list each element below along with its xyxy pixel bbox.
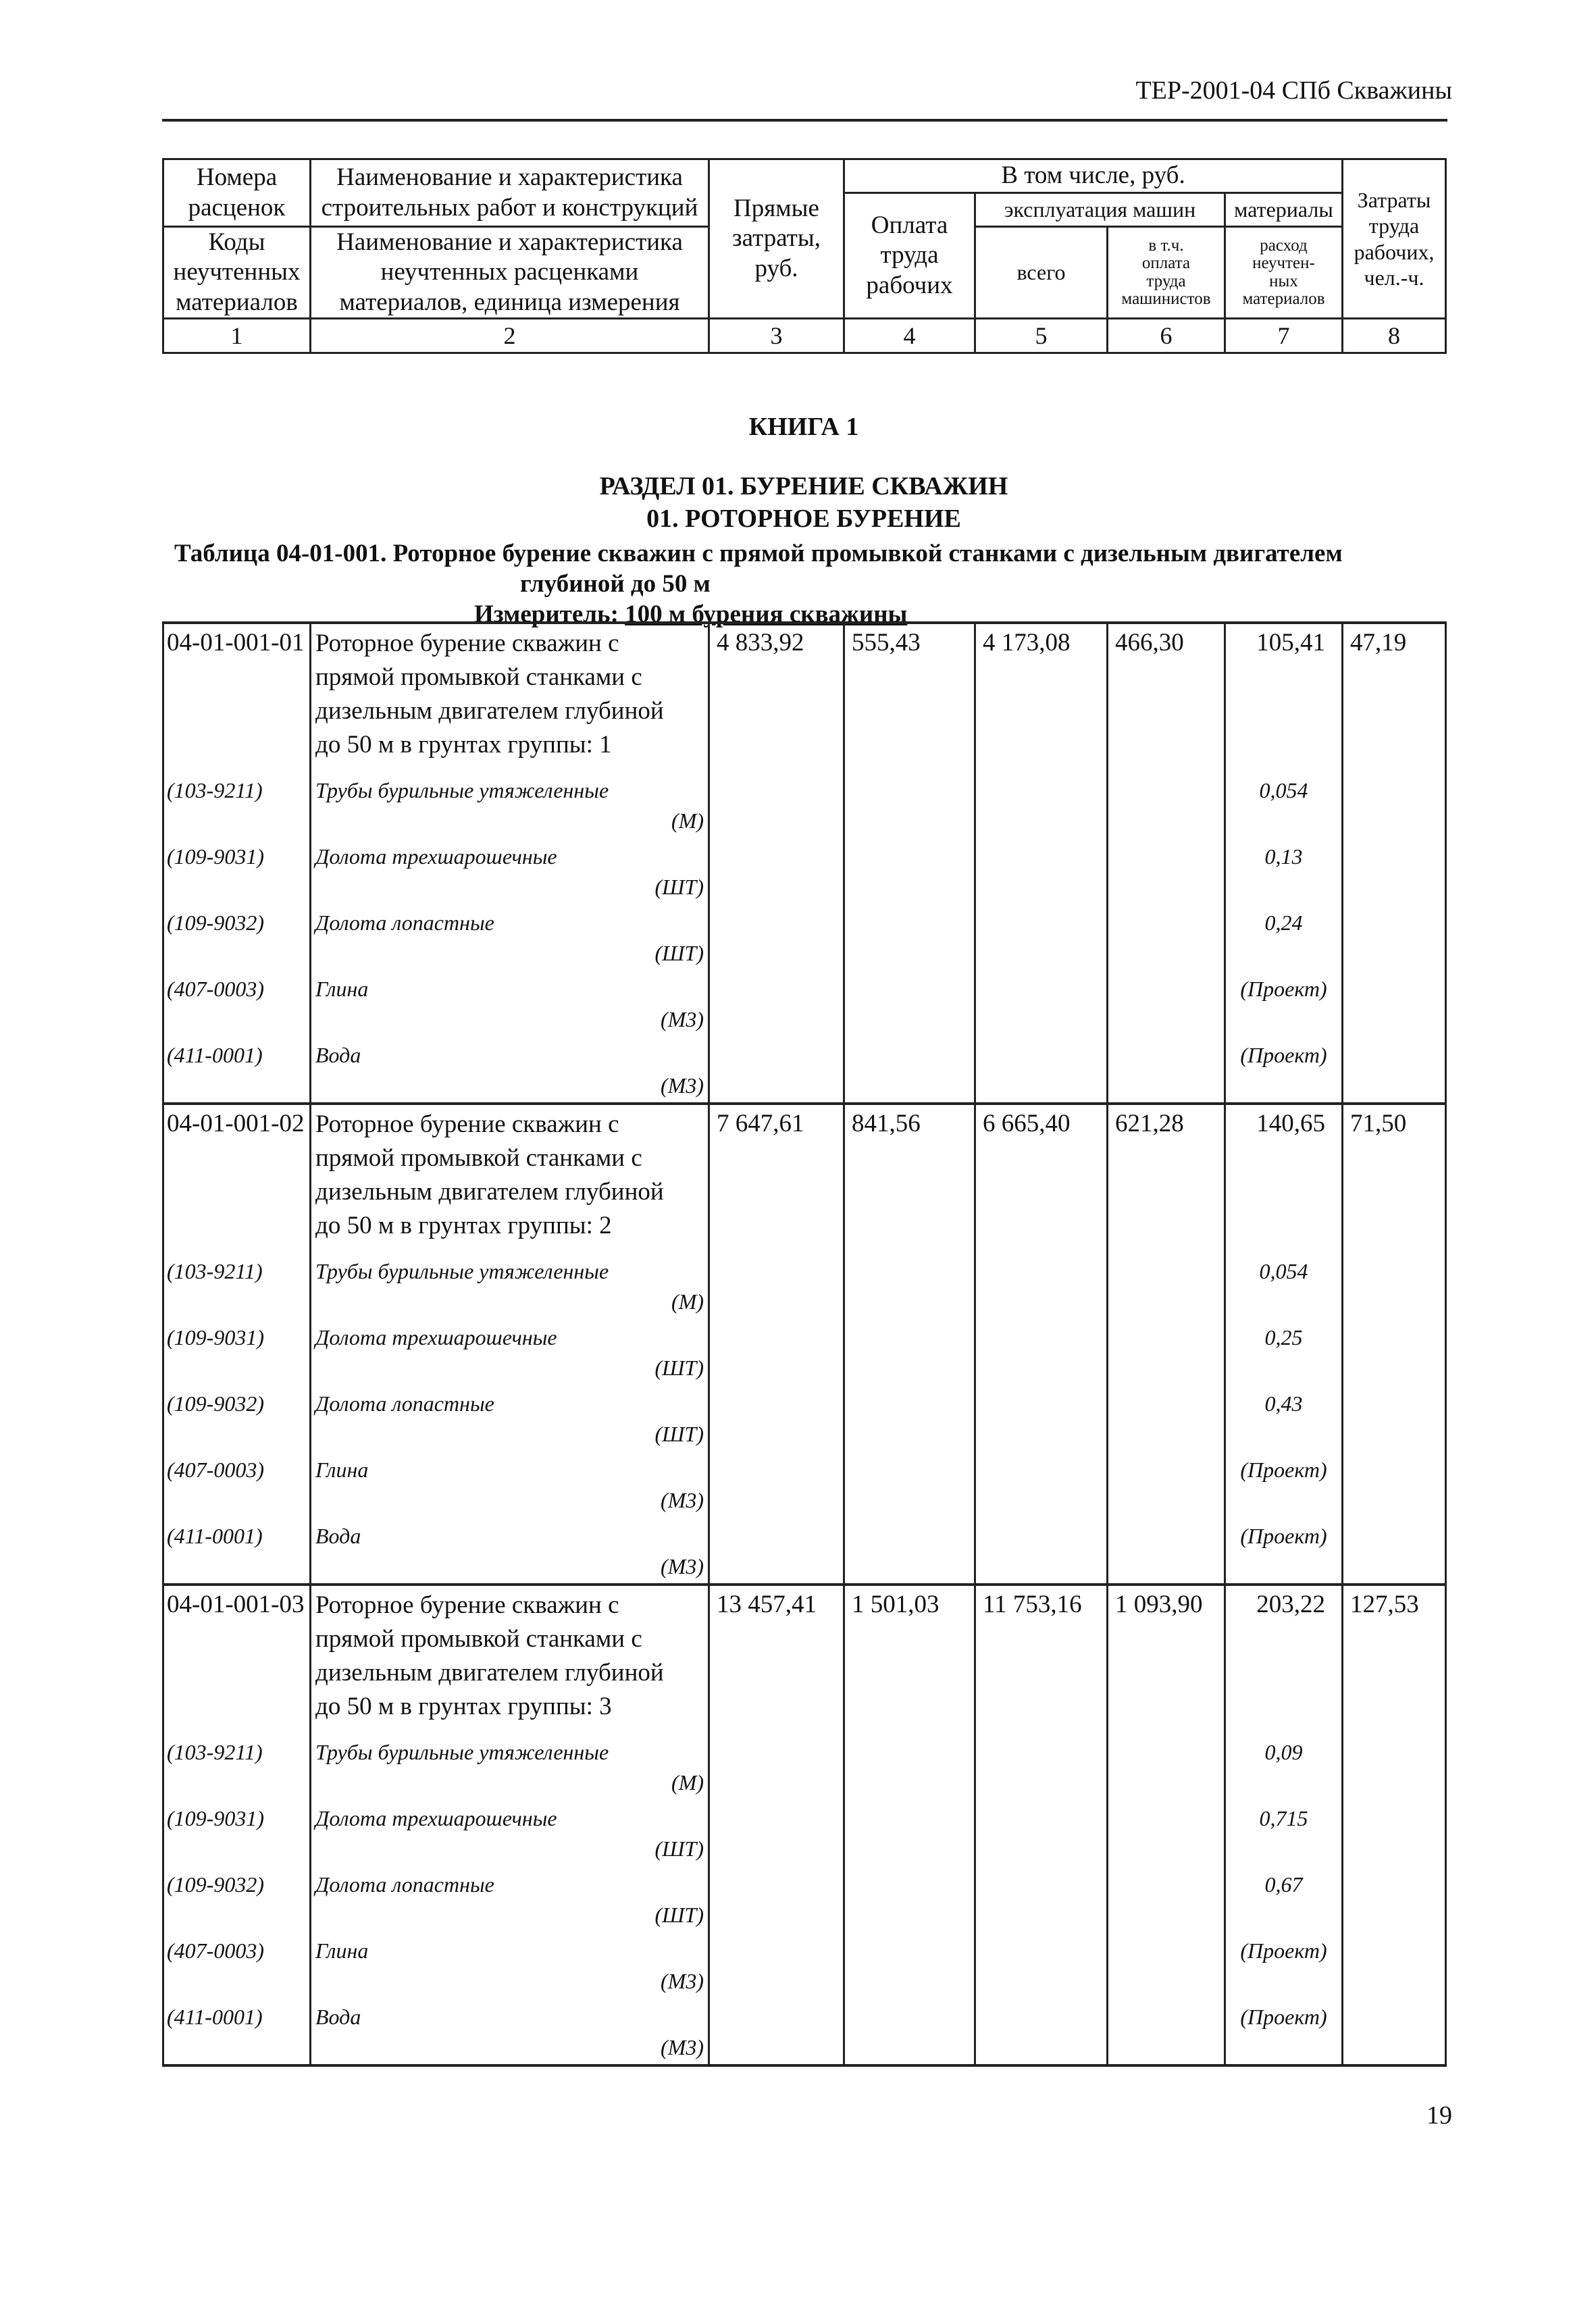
column-header-table [162,158,1447,354]
empty-cell [1108,1933,1225,1999]
material-row [163,1518,1446,1585]
material-unit: (М3) [661,2035,704,2059]
material-name-text: Трубы бурильные утяжеленные [315,1259,609,1283]
rate-mach-labor: 466,30 [1108,623,1225,773]
material-qty: (Проект) [1225,1037,1343,1104]
material-code: (411-0001) [163,1518,311,1585]
material-qty: 0,25 [1225,1320,1343,1386]
empty-cell [709,1452,844,1518]
material-name [311,773,709,839]
section-title: РАЗДЕЛ 01. БУРЕНИЕ СКВАЖИН [599,472,1008,500]
material-name-text: Вода [315,2005,361,2029]
material-name [311,971,709,1037]
rate-hours: 127,53 [1343,1585,1446,1734]
empty-cell [1343,1037,1446,1104]
empty-cell [975,1452,1108,1518]
empty-cell [1108,839,1225,905]
empty-cell [1343,1254,1446,1320]
empty-cell [709,1386,844,1452]
rate-name-line: до 50 м в грунтах группы: 1 [315,731,612,759]
rate-mach-labor: 1 093,90 [1108,1585,1225,1734]
material-qty: (Проект) [1225,971,1343,1037]
material-row [163,1867,1446,1933]
material-code: (109-9031) [163,1801,311,1867]
empty-cell [975,1320,1108,1386]
rates-table [162,621,1447,2067]
material-qty: 0,715 [1225,1801,1343,1867]
table-title-cont: глубиной до 50 м [520,570,711,598]
empty-cell [1343,1734,1446,1801]
rate-code: 04-01-001-03 [163,1585,311,1734]
material-name [311,1518,709,1585]
material-qty: 0,054 [1225,773,1343,839]
empty-cell [1108,905,1225,971]
material-code: (109-9032) [163,1386,311,1452]
material-unit: (ШТ) [654,1903,704,1927]
empty-cell [844,1320,975,1386]
rate-name-line: прямой промывкой станками с [315,1625,642,1653]
rate-name-line: Роторное бурение скважин с [315,1591,619,1619]
col1-bottom-header: Коды неучтенных материалов [163,227,311,319]
rate-name [311,623,709,773]
empty-cell [975,1518,1108,1585]
rate-mach-total: 4 173,08 [975,623,1108,773]
material-row [163,1801,1446,1867]
material-unit: (ШТ) [654,1836,704,1861]
material-unit: (М) [671,1770,704,1795]
empty-cell [844,1254,975,1320]
material-code: (411-0001) [163,1999,311,2065]
empty-cell [1343,1999,1446,2065]
rate-materials: 203,22 [1225,1585,1343,1734]
material-name-text: Долота трехшарошечные [315,1806,557,1830]
material-unit: (ШТ) [654,875,704,899]
empty-cell [1343,1386,1446,1452]
empty-cell [709,1254,844,1320]
col2-top-header: Наименование и характеристика строительных работ и конструкций [311,159,709,227]
empty-cell [844,1518,975,1585]
material-row [163,1734,1446,1801]
rate-row [163,1585,1446,1734]
material-code: (407-0003) [163,1452,311,1518]
empty-cell [975,1037,1108,1104]
empty-cell [1108,1734,1225,1801]
empty-cell [1108,971,1225,1037]
empty-cell [1343,905,1446,971]
rate-name-line: до 50 м в грунтах группы: 2 [315,1212,612,1239]
rate-code: 04-01-001-02 [163,1104,311,1254]
col8-header: Затраты труда рабочих, чел.-ч. [1343,159,1446,319]
empty-cell [975,1386,1108,1452]
subsection-title: 01. РОТОРНОЕ БУРЕНИЕ [646,505,961,533]
material-name [311,839,709,905]
material-qty: 0,13 [1225,839,1343,905]
empty-cell [1108,1518,1225,1585]
rate-row [163,623,1446,773]
material-row [163,839,1446,905]
material-qty: (Проект) [1225,1933,1343,1999]
empty-cell [975,1933,1108,1999]
empty-cell [709,1518,844,1585]
material-unit: (ШТ) [654,1356,704,1380]
material-row [163,1999,1446,2065]
material-unit: (ШТ) [654,941,704,965]
empty-cell [1343,1320,1446,1386]
empty-cell [1108,1320,1225,1386]
empty-cell [975,1999,1108,2065]
material-qty: (Проект) [1225,1452,1343,1518]
section-titles [162,405,1445,629]
empty-cell [1343,773,1446,839]
page-number: 19 [1426,2101,1452,2130]
empty-cell [1343,839,1446,905]
material-name [311,1320,709,1386]
rate-name-line: прямой промывкой станками с [315,663,642,691]
material-code: (103-9211) [163,1734,311,1801]
material-name [311,1386,709,1452]
material-unit: (М3) [661,1007,704,1031]
empty-cell [844,1933,975,1999]
col3-header: Прямые затраты, руб. [709,159,844,319]
empty-cell [709,1867,844,1933]
empty-cell [709,773,844,839]
empty-cell [975,1734,1108,1801]
rate-mach-total: 6 665,40 [975,1104,1108,1254]
empty-cell [844,971,975,1037]
rate-name [311,1585,709,1734]
rate-hours: 47,19 [1343,623,1446,773]
material-row [163,1037,1446,1104]
material-code: (407-0003) [163,971,311,1037]
material-code: (109-9031) [163,839,311,905]
material-name [311,1933,709,1999]
measure-value: 100 м бурения скважины [625,600,908,628]
material-qty: 0,43 [1225,1386,1343,1452]
empty-cell [1108,1801,1225,1867]
empty-cell [975,839,1108,905]
rate-direct: 7 647,61 [709,1104,844,1254]
col2-bottom-header: Наименование и характеристика неучтенных расценками материалов, единица измерения [311,227,709,319]
rate-direct: 4 833,92 [709,623,844,773]
empty-cell [1108,1867,1225,1933]
empty-cell [1108,1386,1225,1452]
col5-header: всего [975,227,1108,319]
rate-code: 04-01-001-01 [163,623,311,773]
column-number-row: 1 2 3 4 5 6 7 8 [163,319,1446,353]
materials-group-header: материалы [1225,193,1343,227]
header-rule [162,119,1447,122]
material-qty: 0,09 [1225,1734,1343,1801]
empty-cell [844,1999,975,2065]
material-row [163,971,1446,1037]
empty-cell [1108,1037,1225,1104]
material-code: (109-9032) [163,1867,311,1933]
col1-top-header: Номера расценок [163,159,311,227]
material-name-text: Глина [315,1938,369,1963]
empty-cell [1343,1867,1446,1933]
empty-cell [709,971,844,1037]
material-qty: 0,054 [1225,1254,1343,1320]
material-unit: (М) [671,1289,704,1314]
material-name-text: Трубы бурильные утяжеленные [315,778,609,802]
material-name [311,1254,709,1320]
material-code: (411-0001) [163,1037,311,1104]
empty-cell [844,905,975,971]
empty-cell [709,1999,844,2065]
material-code: (407-0003) [163,1933,311,1999]
table-title: Таблица 04-01-001. Роторное бурение скважин с прямой промывкой станками с дизельным двигателем [174,540,1343,567]
empty-cell [975,773,1108,839]
empty-cell [975,1867,1108,1933]
material-name-text: Глина [315,1458,369,1482]
material-unit: (М3) [661,1554,704,1578]
empty-cell [844,1734,975,1801]
empty-cell [709,1320,844,1386]
material-name [311,1801,709,1867]
rate-hours: 71,50 [1343,1104,1446,1254]
empty-cell [709,1801,844,1867]
material-qty: 0,24 [1225,905,1343,971]
material-name [311,1037,709,1104]
material-name-text: Долота лопастные [315,910,494,935]
material-name [311,1867,709,1933]
material-name [311,1734,709,1801]
material-name [311,1452,709,1518]
material-row [163,1452,1446,1518]
material-qty: (Проект) [1225,1999,1343,2065]
rate-name-line: дизельным двигателем глубиной [315,1659,664,1687]
rate-row [163,1104,1446,1254]
rate-name-line: дизельным двигателем глубиной [315,1178,664,1206]
material-code: (103-9211) [163,1254,311,1320]
material-name [311,1999,709,2065]
empty-cell [1343,1518,1446,1585]
rate-materials: 105,41 [1225,623,1343,773]
empty-cell [844,1386,975,1452]
material-code: (109-9031) [163,1320,311,1386]
in-total-group-header: В том числе, руб. [844,159,1343,193]
material-qty: 0,67 [1225,1867,1343,1933]
rate-materials: 140,65 [1225,1104,1343,1254]
running-header: ТЕР-2001-04 СПб Скважины [1135,76,1452,105]
material-row [163,1386,1446,1452]
material-row [163,1254,1446,1320]
material-name-text: Вода [315,1524,361,1548]
empty-cell [1108,1452,1225,1518]
material-unit: (М3) [661,1969,704,1993]
rate-name-line: до 50 м в грунтах группы: 3 [315,1693,612,1720]
rate-labor: 555,43 [844,623,975,773]
material-name-text: Глина [315,977,369,1001]
rate-name [311,1104,709,1254]
material-name [311,905,709,971]
machines-group-header: эксплуатация машин [975,193,1225,227]
material-name-text: Долота трехшарошечные [315,1325,557,1349]
empty-cell [975,1801,1108,1867]
rate-labor: 1 501,03 [844,1585,975,1734]
rate-mach-labor: 621,28 [1108,1104,1225,1254]
empty-cell [975,971,1108,1037]
material-name-text: Долота лопастные [315,1391,494,1416]
material-row [163,1320,1446,1386]
rate-name-line: Роторное бурение скважин с [315,1110,619,1138]
col7-header: расход неучтен- ных материалов [1225,227,1343,319]
measure-line: Измеритель: 100 м бурения скважины [474,600,908,628]
material-row [163,773,1446,839]
material-name-text: Долота трехшарошечные [315,844,557,869]
rate-name-line: прямой промывкой станками с [315,1144,642,1172]
empty-cell [844,1037,975,1104]
empty-cell [709,839,844,905]
rate-name-line: Роторное бурение скважин с [315,629,619,657]
empty-cell [975,1254,1108,1320]
empty-cell [844,839,975,905]
empty-cell [844,1867,975,1933]
rate-mach-total: 11 753,16 [975,1585,1108,1734]
empty-cell [1343,1933,1446,1999]
material-unit: (М3) [661,1073,704,1098]
col4-header: Оплата труда рабочих [844,193,975,319]
empty-cell [709,1734,844,1801]
rate-direct: 13 457,41 [709,1585,844,1734]
empty-cell [1343,1801,1446,1867]
material-name-text: Долота лопастные [315,1872,494,1897]
rate-labor: 841,56 [844,1104,975,1254]
material-qty: (Проект) [1225,1518,1343,1585]
material-name-text: Трубы бурильные утяжеленные [315,1740,609,1764]
material-unit: (М) [671,808,704,833]
material-unit: (М3) [661,1488,704,1512]
rate-name-line: дизельным двигателем глубиной [315,697,664,725]
material-unit: (ШТ) [654,1422,704,1446]
empty-cell [975,905,1108,971]
empty-cell [1343,1452,1446,1518]
material-name-text: Вода [315,1043,361,1067]
material-code: (109-9032) [163,905,311,971]
empty-cell [844,773,975,839]
empty-cell [709,905,844,971]
book-title: КНИГА 1 [748,413,859,441]
empty-cell [1343,971,1446,1037]
empty-cell [1108,1999,1225,2065]
empty-cell [844,1452,975,1518]
empty-cell [709,1933,844,1999]
material-row [163,905,1446,971]
empty-cell [844,1801,975,1867]
empty-cell [1108,773,1225,839]
col6-header: в т.ч. оплата труда машинистов [1108,227,1225,319]
material-row [163,1933,1446,1999]
empty-cell [709,1037,844,1104]
material-code: (103-9211) [163,773,311,839]
empty-cell [1108,1254,1225,1320]
